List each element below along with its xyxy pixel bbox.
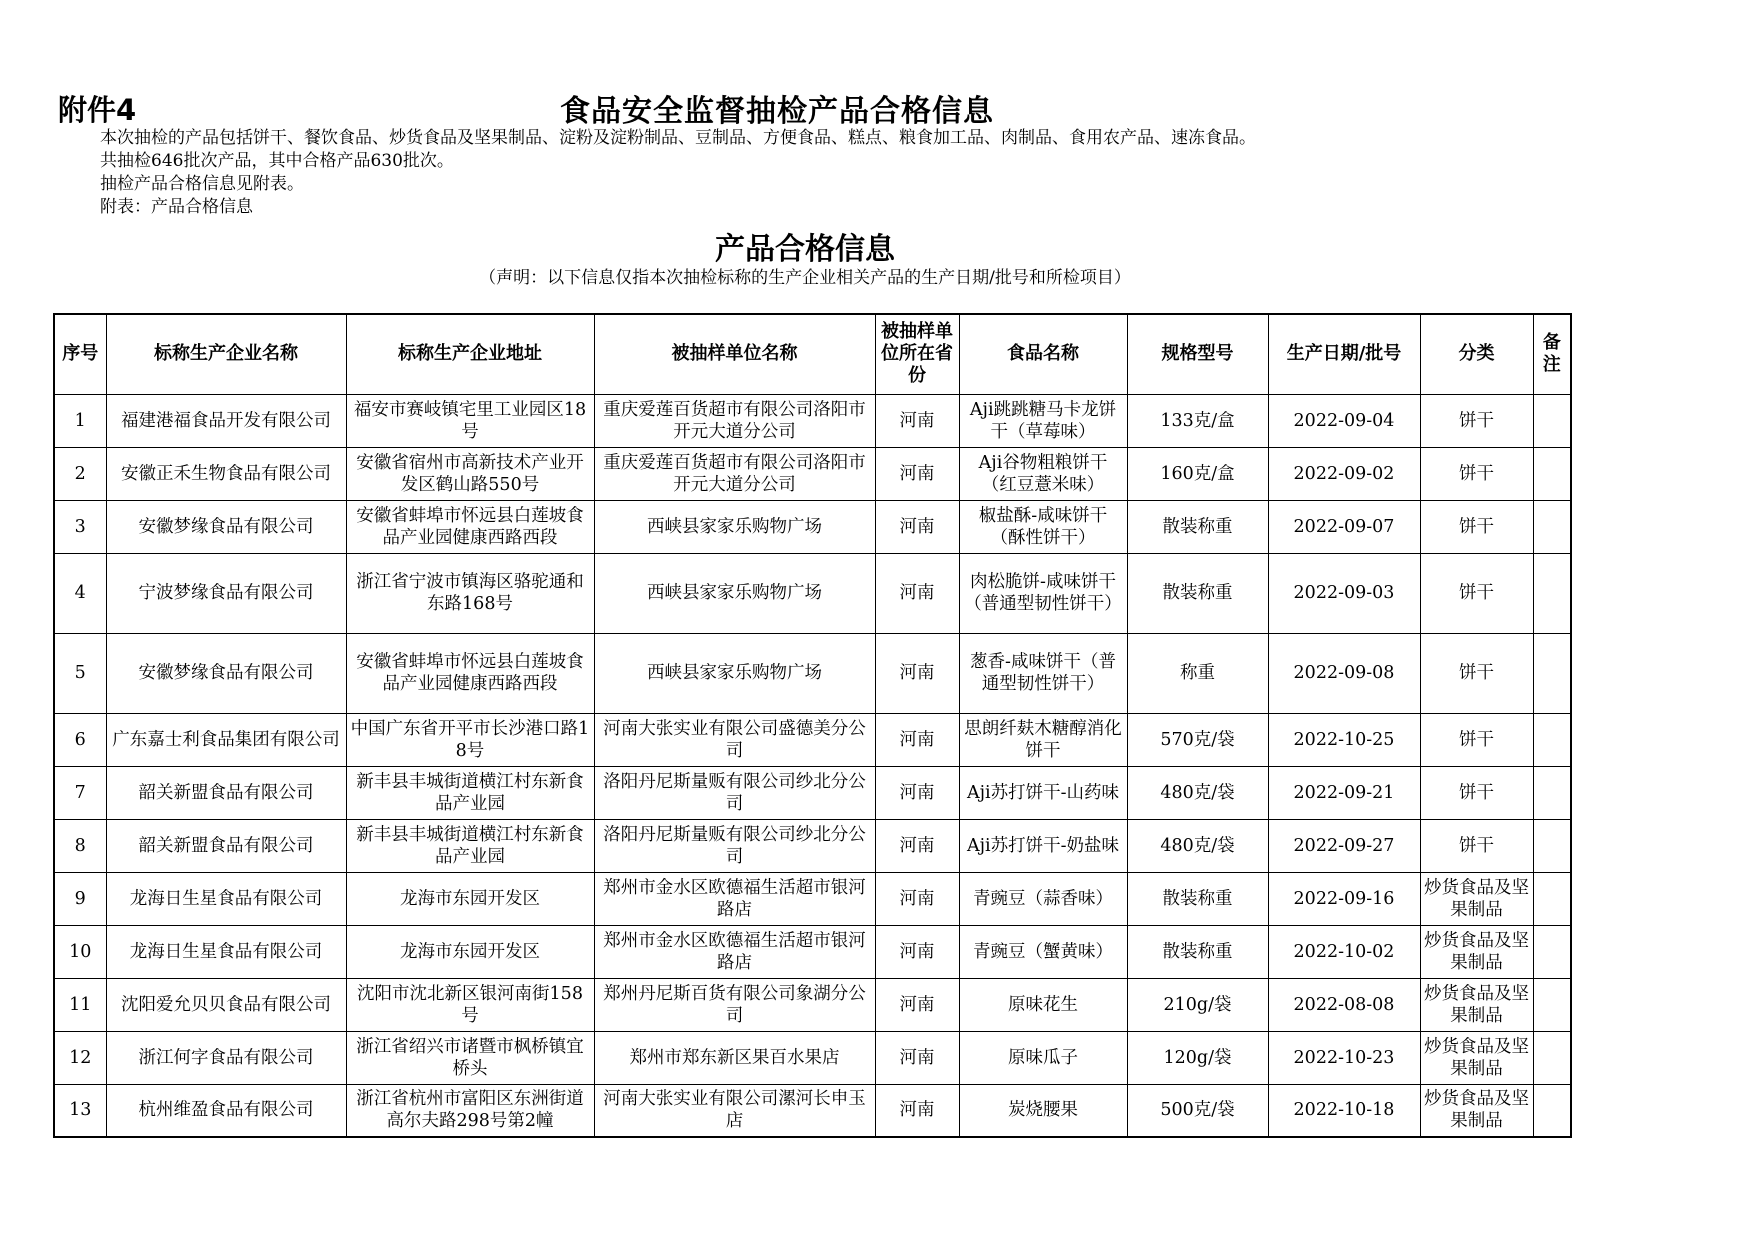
header-food: 食品名称 (959, 314, 1127, 394)
cell-sampled-unit-text: 重庆爱莲百货超市有限公司洛阳市开元大道分公司 (603, 399, 866, 442)
cell-date-text: 2022-10-23 (1293, 1047, 1395, 1068)
cell-spec (1127, 553, 1268, 633)
cell-spec-text: 散装称重 (1162, 888, 1233, 909)
cell-spec (1127, 925, 1268, 978)
cell-food (959, 1084, 1127, 1137)
cell-category-text: 炒货食品及坚果制品 (1424, 1089, 1529, 1132)
cell-maker (106, 925, 346, 978)
cell-sampled-unit-text: 郑州市金水区欧德福生活超市银河路店 (603, 930, 866, 973)
cell-no-text: 11 (69, 994, 92, 1015)
cell-food (959, 394, 1127, 447)
cell-food-text: Aji跳跳糖马卡龙饼干（草莓味） (969, 399, 1117, 442)
header-spec: 规格型号 (1127, 314, 1268, 394)
cell-food-text: 原味花生 (1008, 994, 1078, 1015)
cell-spec-text: 散装称重 (1162, 583, 1233, 603)
cell-food (959, 447, 1127, 500)
cell-sampled-unit (594, 447, 875, 500)
cell-spec-text: 称重 (1180, 663, 1215, 683)
cell-note (1533, 872, 1571, 925)
cell-address-text: 龙海市东园开发区 (400, 941, 540, 962)
cell-sampled-unit (594, 713, 875, 766)
cell-food-text: Aji苏打饼干-山药味 (966, 782, 1120, 803)
cell-address-text: 安徽省蚌埠市怀远县白莲坡食品产业园健康西路西段 (356, 652, 584, 694)
cell-maker (106, 500, 346, 553)
cell-maker-text: 韶关新盟食品有限公司 (138, 835, 314, 856)
cell-address-text: 新丰县丰城街道横江村东新食品产业园 (356, 771, 584, 814)
cell-maker-text: 安徽梦缘食品有限公司 (138, 516, 314, 537)
cell-maker (106, 978, 346, 1031)
table-row (54, 633, 1571, 713)
cell-province (875, 394, 959, 447)
cell-category-text: 饼干 (1459, 782, 1494, 803)
cell-food-text: 思朗纤麸木糖醇消化饼干 (964, 718, 1122, 761)
cell-province-text: 河南 (899, 941, 935, 962)
cell-address (346, 500, 594, 553)
cell-category (1420, 978, 1533, 1031)
cell-no (54, 766, 106, 819)
cell-address-text: 中国广东省开平市长沙港口路18号 (350, 718, 590, 761)
cell-address (346, 1084, 594, 1137)
cell-no-text: 7 (74, 782, 86, 803)
cell-province (875, 500, 959, 553)
cell-maker (106, 394, 346, 447)
cell-sampled-unit-text: 河南大张实业有限公司盛德美分公司 (603, 718, 866, 761)
cell-spec-text: 570克/袋 (1160, 729, 1235, 750)
cell-date-text: 2022-10-18 (1293, 1100, 1395, 1121)
intro-text (100, 127, 1256, 219)
cell-note (1533, 713, 1571, 766)
cell-date-text: 2022-09-21 (1293, 782, 1395, 803)
cell-date (1268, 1084, 1420, 1137)
cell-address (346, 766, 594, 819)
cell-food (959, 1031, 1127, 1084)
cell-province-text: 河南 (899, 729, 935, 750)
cell-maker-text: 福建港福食品开发有限公司 (121, 410, 331, 431)
cell-no-text: 8 (74, 835, 86, 856)
cell-category (1420, 633, 1533, 713)
cell-date (1268, 713, 1420, 766)
cell-address-text: 浙江省绍兴市诸暨市枫桥镇宜桥头 (356, 1036, 584, 1079)
cell-date (1268, 553, 1420, 633)
header-sampled-unit: 被抽样单位名称 (594, 314, 875, 394)
cell-sampled-unit-text: 河南大张实业有限公司漯河长申玉店 (603, 1089, 866, 1132)
cell-category (1420, 1084, 1533, 1137)
table-row (54, 447, 1571, 500)
cell-spec-text: 500克/袋 (1160, 1100, 1235, 1121)
cell-category (1420, 1031, 1533, 1084)
intro-line: 附表：产品合格信息 (100, 197, 253, 217)
cell-category-text: 饼干 (1459, 663, 1494, 683)
cell-food (959, 500, 1127, 553)
cell-category-text: 炒货食品及坚果制品 (1424, 1036, 1529, 1079)
cell-sampled-unit-text: 西峡县家家乐购物广场 (647, 583, 822, 603)
cell-maker-text: 龙海日生星食品有限公司 (129, 888, 323, 909)
cell-no (54, 1031, 106, 1084)
cell-category-text: 饼干 (1459, 516, 1494, 537)
cell-category-text: 饼干 (1459, 463, 1494, 484)
cell-date (1268, 1031, 1420, 1084)
cell-date (1268, 766, 1420, 819)
cell-date-text: 2022-09-02 (1293, 463, 1395, 484)
cell-note (1533, 978, 1571, 1031)
cell-maker (106, 1084, 346, 1137)
cell-spec (1127, 633, 1268, 713)
table-header-row (54, 314, 1571, 394)
cell-address (346, 925, 594, 978)
cell-date (1268, 819, 1420, 872)
cell-no (54, 819, 106, 872)
cell-spec (1127, 1031, 1268, 1084)
cell-province (875, 978, 959, 1031)
cell-date-text: 2022-09-16 (1293, 888, 1395, 909)
cell-food (959, 553, 1127, 633)
table-row (54, 766, 1571, 819)
cell-date-text: 2022-09-04 (1293, 410, 1395, 431)
cell-maker-text: 杭州维盈食品有限公司 (138, 1100, 314, 1121)
cell-date-text: 2022-09-27 (1293, 835, 1395, 856)
header-date: 生产日期/批号 (1268, 314, 1420, 394)
cell-address (346, 394, 594, 447)
cell-food (959, 766, 1127, 819)
cell-category (1420, 447, 1533, 500)
cell-date (1268, 872, 1420, 925)
cell-spec (1127, 872, 1268, 925)
cell-no (54, 500, 106, 553)
header-note: 备注 (1533, 314, 1571, 394)
cell-sampled-unit (594, 500, 875, 553)
cell-no-text: 9 (74, 888, 86, 909)
cell-spec (1127, 1084, 1268, 1137)
header-category: 分类 (1420, 314, 1533, 394)
cell-sampled-unit-text: 洛阳丹尼斯量贩有限公司纱北分公司 (603, 824, 866, 867)
cell-address (346, 553, 594, 633)
cell-maker (106, 819, 346, 872)
cell-note (1533, 819, 1571, 872)
table-row (54, 872, 1571, 925)
cell-note (1533, 447, 1571, 500)
cell-no-text: 2 (74, 463, 86, 484)
cell-spec (1127, 713, 1268, 766)
cell-spec (1127, 819, 1268, 872)
cell-province (875, 553, 959, 633)
cell-category (1420, 553, 1533, 633)
cell-maker-text: 浙江何字食品有限公司 (138, 1047, 314, 1068)
cell-date-text: 2022-10-25 (1293, 729, 1395, 750)
cell-address-text: 沈阳市沈北新区银河南街158号 (357, 983, 583, 1026)
cell-date (1268, 925, 1420, 978)
cell-address-text: 安徽省蚌埠市怀远县白莲坡食品产业园健康西路西段 (356, 505, 584, 548)
cell-sampled-unit (594, 553, 875, 633)
cell-spec (1127, 500, 1268, 553)
cell-no-text: 1 (74, 410, 86, 431)
cell-note (1533, 925, 1571, 978)
cell-no (54, 553, 106, 633)
cell-food-text: 肉松脆饼-咸味饼干（普通型韧性饼干） (964, 572, 1122, 614)
cell-date (1268, 500, 1420, 553)
cell-food-text: 青豌豆（蟹黄味） (973, 941, 1113, 962)
cell-no (54, 713, 106, 766)
cell-sampled-unit (594, 633, 875, 713)
page-title: 食品安全监督抽检产品合格信息 (560, 94, 994, 129)
cell-maker (106, 713, 346, 766)
cell-food-text: 炭烧腰果 (1008, 1100, 1078, 1121)
cell-maker (106, 447, 346, 500)
cell-address (346, 1031, 594, 1084)
cell-sampled-unit (594, 978, 875, 1031)
cell-province-text: 河南 (899, 410, 935, 431)
cell-food (959, 978, 1127, 1031)
cell-date (1268, 394, 1420, 447)
cell-maker-text: 韶关新盟食品有限公司 (138, 782, 314, 803)
cell-maker (106, 872, 346, 925)
cell-no-text: 10 (69, 941, 92, 962)
cell-no (54, 978, 106, 1031)
table-row (54, 925, 1571, 978)
cell-no-text: 13 (69, 1100, 92, 1121)
cell-maker-text: 宁波梦缘食品有限公司 (138, 583, 314, 603)
cell-maker (106, 553, 346, 633)
header-no: 序号 (54, 314, 106, 394)
cell-address (346, 713, 594, 766)
cell-spec-text: 散装称重 (1162, 941, 1233, 962)
cell-no (54, 1084, 106, 1137)
table-row (54, 553, 1571, 633)
cell-address (346, 872, 594, 925)
cell-sampled-unit (594, 394, 875, 447)
cell-food-text: Aji谷物粗粮饼干（红豆薏米味） (978, 452, 1108, 495)
cell-category-text: 炒货食品及坚果制品 (1424, 930, 1529, 973)
table-row (54, 1031, 1571, 1084)
cell-address-text: 浙江省杭州市富阳区东洲街道高尔夫路298号第2幢 (356, 1089, 584, 1132)
cell-note (1533, 553, 1571, 633)
cell-date-text: 2022-09-07 (1293, 516, 1395, 537)
cell-spec (1127, 978, 1268, 1031)
cell-sampled-unit (594, 1084, 875, 1137)
cell-province-text: 河南 (899, 1100, 935, 1121)
cell-province (875, 925, 959, 978)
cell-spec-text: 160克/盒 (1160, 463, 1235, 484)
cell-province (875, 766, 959, 819)
cell-note (1533, 500, 1571, 553)
section-title: 产品合格信息 (715, 232, 895, 267)
cell-maker-text: 沈阳爱允贝贝食品有限公司 (121, 994, 331, 1015)
cell-sampled-unit (594, 1031, 875, 1084)
table-row (54, 819, 1571, 872)
cell-spec-text: 480克/袋 (1160, 782, 1235, 803)
cell-spec-text: 480克/袋 (1160, 835, 1235, 856)
cell-sampled-unit-text: 西峡县家家乐购物广场 (647, 516, 822, 537)
cell-spec-text: 210g/袋 (1163, 994, 1232, 1015)
intro-line: 抽检产品合格信息见附表。 (100, 174, 304, 194)
cell-food (959, 633, 1127, 713)
cell-food (959, 872, 1127, 925)
cell-spec-text: 133克/盒 (1160, 410, 1235, 431)
cell-date (1268, 447, 1420, 500)
cell-category-text: 饼干 (1459, 729, 1494, 750)
cell-sampled-unit-text: 郑州市郑东新区果百水果店 (629, 1047, 840, 1068)
table-row (54, 500, 1571, 553)
cell-food-text: 原味瓜子 (1008, 1047, 1078, 1068)
cell-address-text: 新丰县丰城街道横江村东新食品产业园 (356, 824, 584, 867)
cell-note (1533, 394, 1571, 447)
cell-note (1533, 1084, 1571, 1137)
cell-date-text: 2022-09-08 (1293, 663, 1395, 683)
cell-food-text: 葱香-咸味饼干（普通型韧性饼干） (970, 652, 1116, 694)
cell-maker-text: 安徽正禾生物食品有限公司 (121, 463, 331, 484)
cell-province (875, 713, 959, 766)
cell-category-text: 饼干 (1459, 410, 1494, 431)
cell-address (346, 633, 594, 713)
cell-date-text: 2022-10-02 (1293, 941, 1395, 962)
cell-date-text: 2022-09-03 (1293, 583, 1395, 603)
cell-no (54, 633, 106, 713)
cell-no (54, 872, 106, 925)
cell-sampled-unit (594, 819, 875, 872)
cell-province-text: 河南 (899, 1047, 935, 1068)
cell-sampled-unit-text: 重庆爱莲百货超市有限公司洛阳市开元大道分公司 (603, 452, 866, 495)
cell-category-text: 炒货食品及坚果制品 (1424, 877, 1529, 920)
cell-province-text: 河南 (899, 782, 935, 803)
cell-province (875, 1031, 959, 1084)
cell-food (959, 925, 1127, 978)
cell-no-text: 6 (74, 729, 86, 750)
cell-spec (1127, 447, 1268, 500)
cell-sampled-unit (594, 872, 875, 925)
cell-category (1420, 500, 1533, 553)
table-row (54, 394, 1571, 447)
cell-province (875, 1084, 959, 1137)
cell-category-text: 炒货食品及坚果制品 (1424, 983, 1529, 1026)
statement: （声明：以下信息仅指本次抽检标称的生产企业相关产品的生产日期/批号和所检项目） (479, 268, 1131, 288)
cell-sampled-unit-text: 西峡县家家乐购物广场 (647, 663, 822, 683)
cell-note (1533, 1031, 1571, 1084)
cell-province-text: 河南 (899, 516, 935, 537)
cell-no (54, 447, 106, 500)
cell-spec-text: 散装称重 (1162, 516, 1233, 537)
table-row (54, 713, 1571, 766)
cell-maker-text: 广东嘉士利食品集团有限公司 (112, 729, 340, 750)
cell-province (875, 633, 959, 713)
cell-no-text: 5 (74, 663, 86, 683)
cell-food-text: 椒盐酥-咸味饼干（酥性饼干） (978, 505, 1108, 548)
cell-province-text: 河南 (899, 835, 935, 856)
cell-category (1420, 394, 1533, 447)
cell-address-text: 安徽省宿州市高新技术产业开发区鹤山路550号 (356, 452, 584, 495)
cell-province (875, 447, 959, 500)
intro-line: 共抽检646批次产品，其中合格产品630批次。 (100, 151, 454, 171)
cell-no (54, 925, 106, 978)
cell-province-text: 河南 (899, 583, 935, 603)
header-address: 标称生产企业地址 (346, 314, 594, 394)
cell-sampled-unit-text: 郑州市金水区欧德福生活超市银河路店 (603, 877, 866, 920)
cell-category (1420, 713, 1533, 766)
header-province: 被抽样单位所在省份 (875, 314, 959, 394)
cell-address (346, 447, 594, 500)
table-row (54, 978, 1571, 1031)
cell-maker (106, 633, 346, 713)
cell-spec-text: 120g/袋 (1163, 1047, 1232, 1068)
cell-category (1420, 872, 1533, 925)
cell-province (875, 872, 959, 925)
header-maker: 标称生产企业名称 (106, 314, 346, 394)
cell-province-text: 河南 (899, 888, 935, 909)
cell-address (346, 819, 594, 872)
cell-province-text: 河南 (899, 463, 935, 484)
cell-note (1533, 766, 1571, 819)
cell-province (875, 819, 959, 872)
cell-address-text: 浙江省宁波市镇海区骆驼通和东路168号 (356, 572, 584, 614)
cell-food (959, 819, 1127, 872)
cell-food-text: 青豌豆（蒜香味） (973, 888, 1113, 909)
cell-maker (106, 766, 346, 819)
products-table (53, 313, 1572, 1138)
cell-sampled-unit-text: 郑州丹尼斯百货有限公司象湖分公司 (603, 983, 866, 1026)
cell-address-text: 龙海市东园开发区 (400, 888, 540, 909)
cell-note (1533, 633, 1571, 713)
cell-no-text: 3 (74, 516, 86, 537)
cell-date (1268, 633, 1420, 713)
cell-spec (1127, 766, 1268, 819)
cell-no-text: 12 (69, 1047, 92, 1068)
cell-province-text: 河南 (899, 994, 935, 1015)
cell-sampled-unit (594, 925, 875, 978)
cell-date (1268, 978, 1420, 1031)
cell-maker (106, 1031, 346, 1084)
cell-maker-text: 龙海日生星食品有限公司 (129, 941, 323, 962)
cell-category (1420, 925, 1533, 978)
cell-category (1420, 819, 1533, 872)
cell-no-text: 4 (74, 583, 86, 603)
cell-date-text: 2022-08-08 (1293, 994, 1395, 1015)
cell-no (54, 394, 106, 447)
cell-category (1420, 766, 1533, 819)
cell-sampled-unit-text: 洛阳丹尼斯量贩有限公司纱北分公司 (603, 771, 866, 814)
cell-food-text: Aji苏打饼干-奶盐味 (966, 835, 1120, 856)
cell-category-text: 饼干 (1459, 583, 1494, 603)
cell-category-text: 饼干 (1459, 835, 1494, 856)
cell-spec (1127, 394, 1268, 447)
cell-address-text: 福安市赛岐镇宅里工业园区18号 (353, 399, 587, 442)
cell-sampled-unit (594, 766, 875, 819)
cell-address (346, 978, 594, 1031)
cell-food (959, 713, 1127, 766)
intro-line: 本次抽检的产品包括饼干、餐饮食品、炒货食品及坚果制品、淀粉及淀粉制品、豆制品、方便食品、糕点、粮食加工品、肉制品、食用农产品、速冻食品。 (100, 128, 1256, 148)
table-row (54, 1084, 1571, 1137)
attachment-label: 附件4 (58, 93, 137, 127)
cell-province-text: 河南 (899, 663, 935, 683)
cell-maker-text: 安徽梦缘食品有限公司 (138, 663, 314, 683)
